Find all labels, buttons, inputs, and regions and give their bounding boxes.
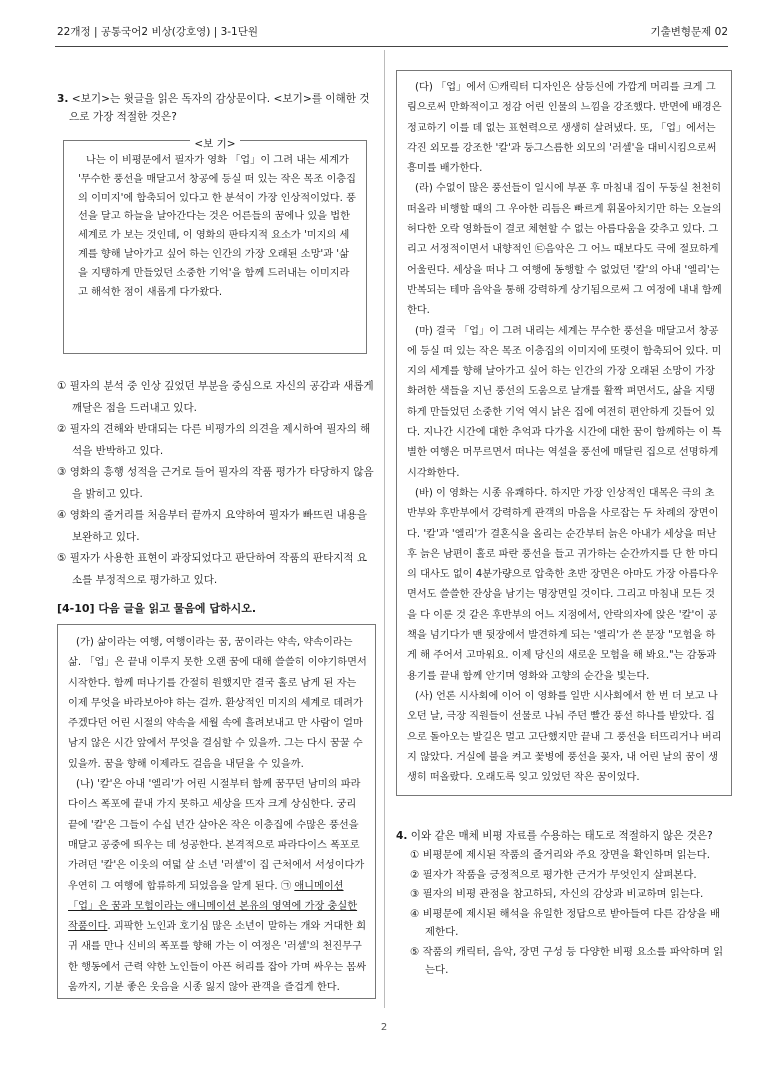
question-3 bbox=[57, 90, 374, 126]
question-3-text: <보기>는 윗글을 읽은 독자의 감상문이다. <보기>를 이해한 것으로 가장 적절한 것은? bbox=[69, 93, 370, 123]
question-4-text: 이와 같은 매체 비평 자료를 수용하는 태도로 적절하지 않은 것은? bbox=[410, 830, 713, 842]
question-4 bbox=[396, 826, 732, 847]
passage-right-text bbox=[407, 78, 723, 788]
question-3-choice-2[interactable]: ② 필자의 견해와 반대되는 다른 비평가의 의견을 제시하여 필자의 해석을 반박하고 있다. bbox=[57, 423, 371, 457]
question-4-choice-4[interactable]: ④ 비평문에 제시된 해석을 유일한 정답으로 받아들여 다른 감상을 배제한다. bbox=[410, 907, 721, 938]
passage-paragraph-da: (다) 「업」에서 ㉡캐릭터 디자인은 삼등신에 가깝게 머리를 크게 그림으로써 만화적이고 정감 어린 인물의 느낌을 강조했다. 반면에 배경은 정교하기 이를 데 없는 표현력으로 생생히 살려냈다. 또, 「업」에서는 각진 외모를 강조한 '칼'과 둥그스름한 외모의 '러셀'을 대비시킴으로써 흥미를 배가한다. bbox=[407, 82, 722, 175]
header-exam-title: 기출변형문제 02 bbox=[650, 26, 728, 38]
passage-paragraph-sa: (사) 언론 시사회에 이어 이 영화를 일반 시사회에서 한 번 더 보고 나오던 날, 극장 직원들이 선물로 나눠 주던 빨간 풍선 하나를 받았다. 집으로 돌아오는 발길은 멀고 고단했지만 끝내 그 풍선을 터뜨리거나 버리지 않았다. 거실에 불을 켜고 꽃병에 풍선을 꽂자, 내 어린 날의 꿈이 생생히 떠올랐다. 오래도록 잊고 있었던 작은 꿈이었다. bbox=[407, 690, 722, 784]
passage-box-right bbox=[396, 70, 732, 796]
bogi-box bbox=[63, 140, 367, 354]
question-4-choice-2[interactable]: ② 필자가 작품을 긍정적으로 평가한 근거가 무엇인지 살펴본다. bbox=[410, 868, 697, 881]
question-4-choice-5[interactable]: ⑤ 작품의 캐릭터, 음악, 장면 구성 등 다양한 비평 요소를 파악하며 읽는다. bbox=[410, 945, 724, 976]
question-4-choices bbox=[410, 846, 728, 981]
passage-box-left bbox=[57, 624, 376, 999]
passage-paragraph-na: (나) '칼'은 아내 '엘리'가 어린 시절부터 함께 꿈꾸던 남미의 파라다이스 폭포에 끝내 가지 못하고 세상을 뜨자 크게 상심한다. 궁리 끝에 '칼'은 그들이 수십 년간 살아온 작은 이층집에 수많은 풍선을 매달고 공중에 띄우는 데 성공한다. 본격적으로 파라다이스 폭포로 가려던 '칼'은 이웃의 여덟 살 소년 '러셀'이 집 근처에서 서성이다가 우연히 그 여행에 합류하게 되었음을 알게 된다. ㉠ 애니메이션 「업」은 꿈과 모험이라는 애니메이션 본유의 영역에 가장 충실한 작품이다. 괴팍한 노인과 호기심 많은 소년이 말하는 개와 거대한 희귀 새를 만나 신비의 폭포를 향해 가는 이 여정은 '러셀'의 천진무구한 행동에서 근력 약한 노인들이 아픈 허리를 잡아 가며 싸우는 몸싸움까지, 기분 좋은 웃음을 시종 잃지 않아 관객을 즐겁게 한다. bbox=[68, 779, 367, 994]
question-3-choice-3[interactable]: ③ 영화의 흥행 성적을 근거로 들어 필자의 작품 평가가 타당하지 않음을 밝히고 있다. bbox=[57, 466, 374, 500]
question-4-number: 4. bbox=[396, 830, 408, 842]
passage-underline-giyeok: 애니메이션 「업」은 꿈과 모험이라는 애니메이션 본유의 영역에 가장 충실한 작품이다 bbox=[68, 880, 358, 933]
passage-paragraph-ga: (가) 삶이라는 여행, 여행이라는 꿈, 꿈이라는 약속, 약속이라는 삶. 「업」은 끝내 이루지 못한 오랜 꿈에 대해 쓸쓸히 이야기하면서 시작한다. 함께 떠나기를 간절히 원했지만 결국 홀로 남게 된 자는 이제 무엇을 바라보아야 하는 걸까. 환상적인 미지의 세계로 데려가 주겠다던 어린 시절의 약속을 세월 속에 흘려보내고 만 사람이 얼마 남지 않은 시간 앞에서 무엇을 결심할 수 있을까. 그는 다시 꿈꿀 수 있을까. 꿈을 향해 이제라도 걸음을 내딛을 수 있을까. bbox=[68, 637, 367, 770]
question-4-stem bbox=[396, 826, 732, 847]
question-3-choice-1[interactable]: ① 필자의 분석 중 인상 깊었던 부분을 중심으로 자신의 공감과 새롭게 깨달은 점을 드러내고 있다. bbox=[57, 380, 374, 414]
passage-paragraph-ra: (라) 수없이 많은 풍선들이 일시에 부푼 후 마침내 집이 두둥실 천천히 떠올라 비행할 때의 그 우아한 리듬은 빠르게 휘몰아치기만 하는 오늘의 허다한 오락 영화들이 결코 체현할 수 없는 아름다움을 갖추고 있다. 그리고 서정적이면서 내향적인 ㉢음악은 그 어느 때보다도 극에 절묘하게 어울린다. 세상을 떠나 그 여행에 동행할 수 없었던 '칼'의 아내 '엘리'는 반복되는 테마 음악을 통해 강력하게 상기됨으로써 그 여정에 내내 함께한다. bbox=[407, 183, 722, 317]
question-3-number: 3. bbox=[57, 93, 69, 105]
page-number: 2 bbox=[380, 1022, 388, 1033]
question-3-choice-4[interactable]: ④ 영화의 줄거리를 처음부터 끝까지 요약하여 필자가 빠뜨린 내용을 보완하고 있다. bbox=[57, 509, 367, 543]
header-divider bbox=[55, 46, 728, 47]
question-4-choice-3[interactable]: ③ 필자의 비평 관점을 참고하되, 자신의 감상과 비교하며 읽는다. bbox=[410, 888, 704, 900]
passage-paragraph-ma: (마) 결국 「업」이 그려 내리는 세계는 무수한 풍선을 매달고서 창공에 등실 떠 있는 작은 목조 이층집의 이미지에 또렷이 함축되어 있다. 미지의 세계를 향해 날아가고 싶어 하는 인간의 가장 오래된 소망이 가장 화려한 색들을 지닌 풍선의 도움으로 날개를 활짝 펴면서도, 삶을 지탱하게 만들었던 소중한 기억 역시 낡은 집에 여전히 편안하게 깃들어 있다. 지나간 시간에 대한 추억과 다가올 시간에 대한 꿈이 함께하는 이 특별한 여행은 머무르면서 떠나는 역설을 풍선에 매달린 집으로 선명하게 시각화한다. bbox=[407, 325, 722, 479]
passage-paragraph-ba: (바) 이 영화는 시종 유쾌하다. 하지만 가장 인상적인 대목은 극의 초반부와 후반부에서 강력하게 관객의 마음을 사로잡는 두 차례의 장면이다. '칼'과 '엘리'가 결혼식을 올리는 순간부터 늙은 아내가 세상을 떠난 후 늙은 남편이 홀로 파란 풍선을 들고 귀가하는 순간까지를 단 한 마디의 대사도 없이 4분가량으로 압축한 초반 장면은 아마도 가장 아름다우면서도 쓸쓸한 잔상을 남기는 명장면일 것이다. 그리고 마침내 모든 것을 다 이룬 것 같은 후반부의 어느 지점에서, 안락의자에 앉은 '칼'이 공책을 넘기다가 맨 뒷장에서 발견하게 되는 '엘리'가 쓴 문장 "모험을 하게 해 주어서 고마워요. 이제 당신의 새로운 모험을 해 봐요."는 감동과 용기를 끝내 함께 안기며 영화와 고향의 순간을 빛는다. bbox=[407, 487, 719, 682]
column-divider bbox=[384, 50, 385, 1008]
passage-instruction: [4-10] 다음 글을 읽고 물음에 답하시오. bbox=[57, 602, 257, 615]
bogi-text: 나는 이 비평문에서 필자가 영화 「업」이 그려 내는 세계가 '무수한 풍선을 매달고서 창공에 등실 떠 있는 작은 목조 이층집의 이미지'에 함축되어 있다고 한 분석이 가장 인상적이었다. 풍선을 달고 하늘을 날아간다는 것은 어른들의 꿈에나 있을 법한 세계로 가 보는 것인데, 이 영화의 판타지적 요소가 '미지의 세계를 향해 날아가고 싶어 하는 인간의 가장 오래된 소망'과 '삶을 지탱하게 만들었던 소중한 기억'을 함께 드러내는 이미지라고 해석한 점이 새롭게 다가왔다. bbox=[78, 155, 356, 298]
passage-left-text bbox=[68, 633, 367, 998]
question-3-stem bbox=[57, 90, 374, 126]
header-course-info: 22개정 | 공통국어2 비상(강호영) | 3-1단원 bbox=[57, 26, 259, 38]
question-3-choice-5[interactable]: ⑤ 필자가 사용한 표현이 과장되었다고 판단하여 작품의 판타지적 요소를 부정적으로 평가하고 있다. bbox=[57, 552, 367, 586]
question-3-choices bbox=[57, 376, 374, 591]
question-4-choice-1[interactable]: ① 비평문에 제시된 작품의 줄거리와 주요 장면을 확인하며 읽는다. bbox=[410, 849, 711, 861]
bogi-title: <보 기> bbox=[64, 132, 366, 151]
